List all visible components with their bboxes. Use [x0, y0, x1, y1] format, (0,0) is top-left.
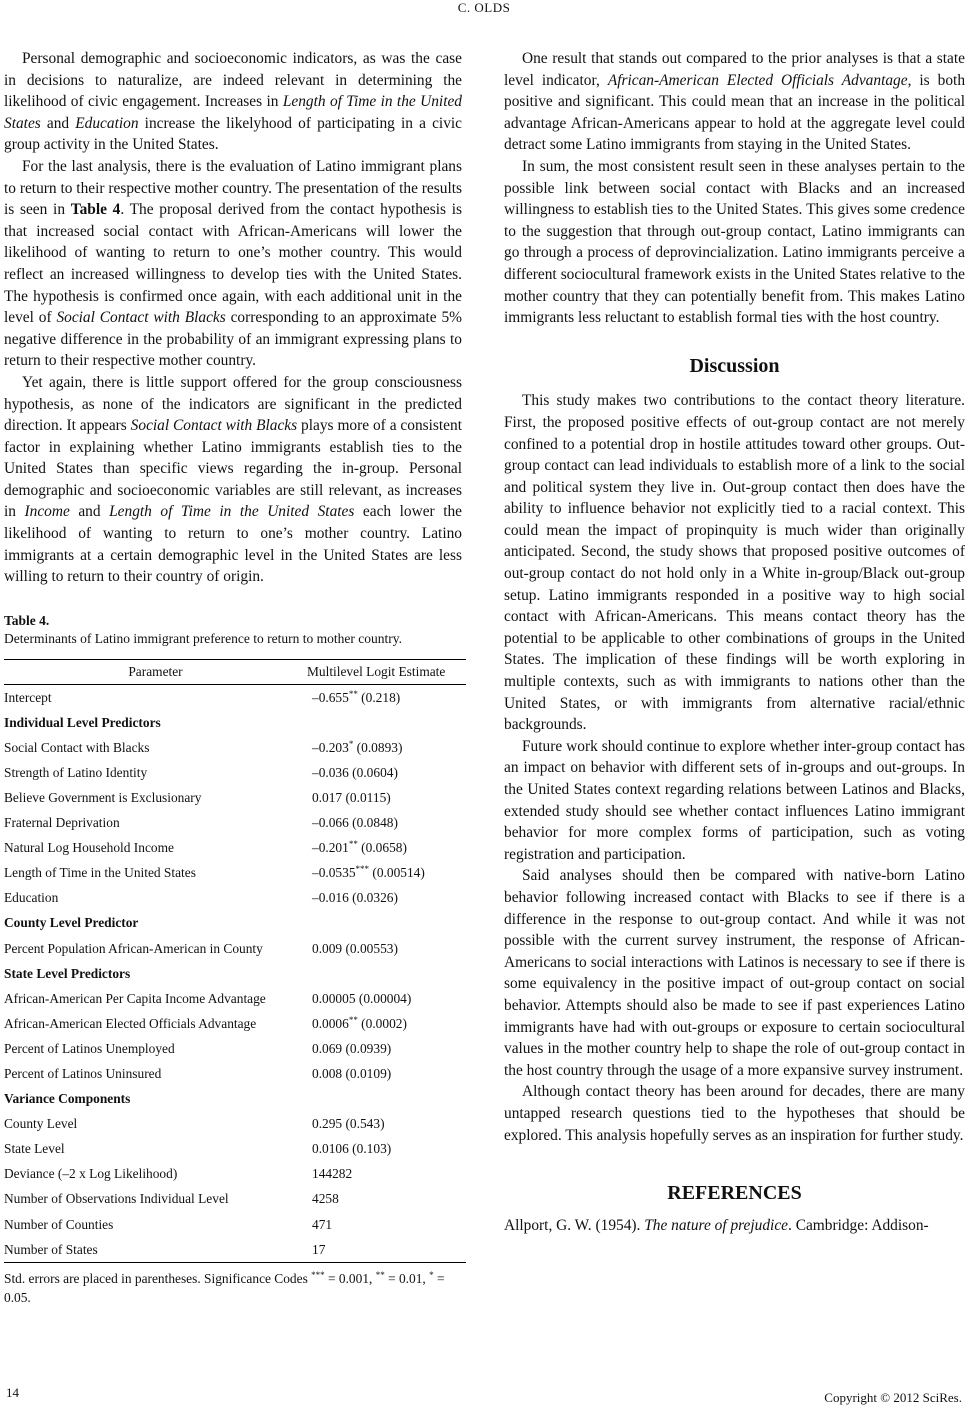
table-row — [4, 1237, 466, 1263]
paragraph: For the last analysis, there is the evaluation of Latino immigrant plans to return to their respective mother country. The presentation of the results is seen in Table 4. The proposal derived from the contact hypothesis is that increased social contact with African-Americans will lower the likelihood of wanting to return to one’s mother country. This would reflect an increased willingness to develop ties with the United States. The hypothesis is confirmed once again, with each additional unit in the level of Social Contact with Blacks corresponding to an approximate 5% negative difference in the probability of an immigrant expressing plans to return to their respective mother country. — [4, 157, 462, 370]
results-table — [4, 659, 466, 1263]
paragraph: In sum, the most consistent result seen in these analyses pertain to the possible link between social contact with Blacks and an increased willingness to establish ties to the United States. This gives some credence to the suggestion that through out-group contact, Latino immigrants can go through a process of deprovincialization. Latino immigrants perceive a different sociocultural framework exists in the United States relative to the mother country that they can potentially benefit from. This makes Latino immigrants less reluctant to establish formal ties with the host country. — [504, 157, 965, 327]
paragraph: Future work should continue to explore whether inter-group contact has an impact on behavior with different sets of in-groups and out-groups. In the United States context regarding relations between Latinos and Blacks, extended study should see whether contact influences Latino immigrant behavior for more complex forms of participation, such as voting registration and participation. — [504, 737, 965, 863]
table-row — [4, 835, 466, 860]
parameter-cell: Intercept — [4, 689, 52, 705]
table-row — [4, 1111, 466, 1136]
parameter-cell: Strength of Latino Identity — [4, 764, 148, 780]
table-row — [4, 861, 466, 886]
table-section-row — [4, 911, 466, 936]
estimate-cell: 4258 — [312, 1191, 339, 1207]
parameter-cell: Natural Log Household Income — [4, 840, 174, 856]
table-caption — [4, 612, 462, 648]
table-label: Table 4. — [4, 612, 50, 628]
estimate-cell — [307, 911, 466, 936]
estimate-cell — [307, 710, 466, 735]
parameter-cell: County Level — [4, 1116, 78, 1132]
table-row — [4, 1011, 466, 1036]
estimate-cell: 471 — [312, 1216, 333, 1232]
page-number: 14 — [6, 1385, 19, 1400]
estimate-cell — [307, 1086, 466, 1111]
parameter-cell: African-American Elected Officials Advantage — [4, 1015, 257, 1031]
table-body — [4, 684, 466, 1262]
parameter-cell: African-American Per Capita Income Advantage — [4, 990, 266, 1006]
paragraph: Yet again, there is little support offered for the group consciousness hypothesis, as none of the indicators are significant in the predicted direction. It appears Social Contact with Blacks plays more of a consistent factor in explaining whether Latino immigrants establish ties to the United States than specific views regarding the in-group. Personal demographic and socioeconomic variables are still relevant, as increases in Income and Length of Time in the United States each lower the likelihood of wanting to return to one’s mother country. Latino immigrants at a certain demographic level in the United States are less willing to return to their country of origin. — [4, 373, 463, 586]
parameter-cell: State Level — [4, 1141, 65, 1157]
parameter-cell: Length of Time in the United States — [4, 865, 196, 881]
paragraph: Said analyses should then be compared with native-born Latino behavior following increased contact with Blacks to see if there is a difference in the response to out-group contact. And while it was not possible with the current survey instrument, the response of African-Americans to social interactions with Latinos is necessary to see if there is some equivalency in the positive impact of out-group contact on social behavior. Attempts should also be made to see if past experiences Latino immigrants have had with out-groups or exposure to certain sociocultural values in the mother country help to shape the role of out-group contact in the host country through the usage of a more expansive survey instrument. — [504, 867, 965, 1079]
table-row — [4, 1061, 466, 1086]
estimate-cell: 0.008 (0.0109) — [312, 1066, 392, 1081]
estimate-cell: –0.036 (0.0604) — [312, 764, 398, 780]
left-column — [4, 48, 462, 1307]
table-row — [4, 886, 466, 911]
estimate-cell: 144282 — [312, 1166, 353, 1182]
estimate-cell: 0.017 (0.0115) — [312, 789, 391, 805]
estimate-cell: 17 — [312, 1241, 326, 1257]
paragraph: Personal demographic and socioeconomic indicators, as was the case in decisions to naturalize, are indeed relevant in determining the likelihood of civic engagement. Increases in Length of Time in the United States and Education increase the likelyhood of participating in a civic group activity in the United States. — [4, 50, 462, 154]
table-row — [4, 1137, 466, 1162]
paragraph: Although contact theory has been around for decades, there are many untapped research questions tied to the hypotheses that should be explored. This analysis hopefully serves as an inspiration for further study. — [504, 1083, 965, 1144]
parameter-cell: Percent of Latinos Uninsured — [4, 1066, 162, 1081]
section-label: State Level Predictors — [4, 965, 131, 981]
parameter-cell: Education — [4, 890, 59, 906]
estimate-cell: –0.201** (0.0658) — [312, 839, 407, 856]
table-row — [4, 810, 466, 835]
table-row — [4, 760, 466, 785]
estimate-cell: –0.0535*** (0.00514) — [312, 864, 425, 881]
running-head: C. OLDS — [457, 0, 511, 15]
right-column — [504, 48, 965, 1236]
parameter-cell: Believe Government is Exclusionary — [4, 789, 202, 805]
section-label: County Level Predictor — [4, 915, 139, 931]
estimate-cell: 0.00005 (0.00004) — [312, 990, 412, 1006]
table-title: Determinants of Latino immigrant preference to return to mother country. — [4, 630, 402, 646]
significance-marker: ** — [348, 839, 358, 850]
copyright-notice: Copyright © 2012 SciRes. — [824, 1390, 962, 1405]
significance-marker: ** — [348, 688, 358, 699]
paragraph: One result that stands out compared to the prior analyses is that a state level indicator, African-American Elected Officials Advantage, is both positive and significant. This could mean that an increase in the political advantage African-Americans appear to hold at the aggregate level could detract some Latino immigrants from staying in the United States. — [504, 50, 966, 154]
reference-entry: Allport, G. W. (1954). The nature of prejudice. Cambridge: Addison- — [504, 1216, 929, 1234]
table-section-row — [4, 1086, 466, 1111]
parameter-cell: Number of Counties — [4, 1216, 114, 1232]
parameter-cell: Percent Population African-American in County — [4, 940, 263, 956]
estimate-cell: 0.295 (0.543) — [312, 1116, 385, 1132]
estimate-cell: –0.066 (0.0848) — [312, 815, 398, 831]
estimate-cell: 0.069 (0.0939) — [312, 1040, 392, 1056]
table-row — [4, 936, 466, 961]
estimate-cell — [307, 961, 466, 986]
estimate-cell: 0.0106 (0.103) — [312, 1141, 392, 1157]
section-heading-discussion: Discussion — [689, 354, 780, 377]
table-row — [4, 1162, 466, 1187]
parameter-cell: Number of Observations Individual Level — [4, 1191, 229, 1207]
table-row — [4, 1036, 466, 1061]
parameter-cell: Number of States — [4, 1241, 98, 1257]
table-note: Std. errors are placed in parentheses. Significance Codes *** = 0.001, ** = 0.01, * = 0.05. — [4, 1270, 445, 1305]
parameter-cell: Percent of Latinos Unemployed — [4, 1040, 175, 1056]
table-row — [4, 684, 466, 710]
table-row — [4, 1212, 466, 1237]
parameter-cell: Social Contact with Blacks — [4, 739, 150, 755]
estimate-cell: –0.203* (0.0893) — [312, 738, 403, 755]
estimate-cell: 0.009 (0.00553) — [312, 940, 398, 956]
parameter-cell: Fraternal Deprivation — [4, 815, 120, 831]
table-row — [4, 735, 466, 760]
section-label: Variance Components — [4, 1091, 131, 1107]
estimate-cell: –0.655** (0.218) — [312, 688, 401, 705]
significance-marker: * — [348, 738, 354, 749]
table-row — [4, 986, 466, 1011]
paragraph: This study makes two contributions to the contact theory literature. First, the proposed positive effects of out-group contact are not merely confined to a potential drop in hostile attitudes toward other groups. Out-group contact can lead individuals to establish more of a link to the social and political system they live in. Out-group contact then does have the ability to influence behavior not explicitly tied to a racial context. This could mean the impact of propinquity is much wider than originally anticipated. Second, the study shows that proposed positive outcomes of out-group contact do not hold only in a White in-group/Black out-group setup. Latino immigrants responded in a positive way to high social contact with African-Americans. This means contact theory has the potential to be applicable to other combinations of groups in the United States. The implication of these findings will be worth exploring in multiple contexts, such as with immigrants to nations other than the United States, or with immigrants from alternative racial/ethnic backgrounds. — [504, 392, 965, 734]
estimate-cell: –0.016 (0.0326) — [312, 890, 398, 906]
parameter-cell: Deviance (–2 x Log Likelihood) — [4, 1166, 178, 1182]
section-heading-references: REFERENCES — [667, 1182, 802, 1205]
table-section-row — [4, 961, 466, 986]
significance-marker: ** — [348, 1014, 358, 1025]
column-header-estimate: Multilevel Logit Estimate — [307, 659, 466, 684]
estimate-cell: 0.0006** (0.0002) — [312, 1014, 407, 1031]
section-label: Individual Level Predictors — [4, 714, 161, 730]
column-header-parameter: Parameter — [4, 659, 307, 684]
table-section-row — [4, 710, 466, 735]
table-header-row — [4, 659, 466, 684]
table-row — [4, 1187, 466, 1212]
table-row — [4, 785, 466, 810]
significance-marker: *** — [355, 864, 370, 875]
